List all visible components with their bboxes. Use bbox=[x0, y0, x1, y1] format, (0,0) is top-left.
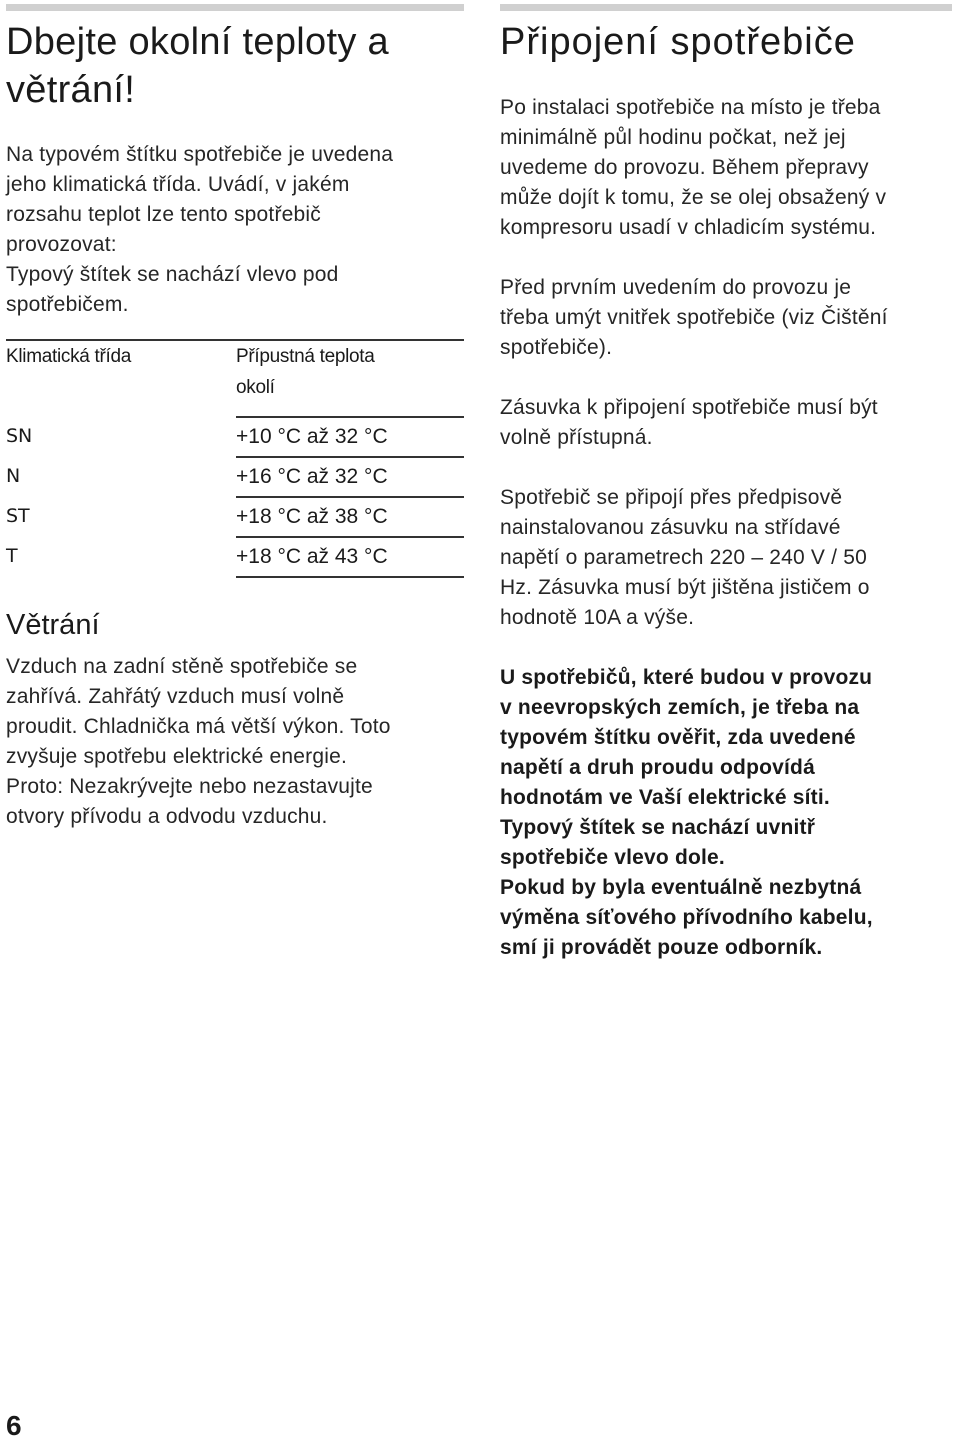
text-line: v neevropských zemích, je třeba na bbox=[500, 696, 860, 719]
intro-line: Typový štítek se nachází vlevo pod bbox=[6, 263, 339, 286]
text-line: nainstalovanou zásuvku na střídavé bbox=[500, 516, 841, 539]
top-rule bbox=[500, 4, 952, 11]
text-line: Před prvním uvedením do provozu je bbox=[500, 276, 852, 299]
text-line: kompresoru usadí v chladicím systému. bbox=[500, 216, 877, 239]
temperature-range: +10 °C až 32 °C bbox=[236, 417, 464, 457]
table-row bbox=[6, 457, 464, 497]
text-line: typovém štítku ověřit, zda uvedené bbox=[500, 726, 856, 749]
ambient-heading: Dbejte okolní teploty a větrání! bbox=[6, 21, 389, 111]
ventilation-line: Vzduch na zadní stěně spotřebiče se bbox=[6, 655, 358, 678]
paragraph-cleaning bbox=[500, 273, 952, 363]
table-header-row bbox=[6, 340, 464, 417]
paragraph-socket-access bbox=[500, 393, 952, 453]
right-column bbox=[500, 0, 952, 963]
ventilation-line: Proto: Nezakrývejte nebo nezastavujte bbox=[6, 775, 373, 798]
header-climate-class: Klimatická třída bbox=[6, 340, 222, 417]
top-rule bbox=[6, 4, 464, 11]
text-line: hodnotě 10A a výše. bbox=[500, 606, 695, 629]
climate-code: T bbox=[6, 545, 18, 567]
text-line: spotřebiče). bbox=[500, 336, 613, 359]
ventilation-line: otvory přívodu a odvodu vzduchu. bbox=[6, 805, 328, 828]
paragraph-settling bbox=[500, 93, 952, 243]
text-line: napětí o parametrech 220 – 240 V / 50 bbox=[500, 546, 867, 569]
text-line: výměna síťového přívodního kabelu, bbox=[500, 906, 873, 929]
text-line: Pokud by byla eventuálně nezbytná bbox=[500, 876, 862, 899]
intro-paragraph bbox=[6, 140, 464, 320]
text-line: napětí a druh proudu odpovídá bbox=[500, 756, 815, 779]
text-line: Zásuvka k připojení spotřebiče musí být bbox=[500, 396, 878, 419]
ventilation-line: zahřívá. Zahřátý vzduch musí volně bbox=[6, 685, 345, 708]
page-number: 6 bbox=[6, 1410, 22, 1441]
paragraph-voltage bbox=[500, 483, 952, 633]
table-row bbox=[6, 537, 464, 577]
intro-line: rozsahu teplot lze tento spotřebič bbox=[6, 203, 321, 226]
temperature-range: +18 °C až 43 °C bbox=[236, 537, 464, 577]
ventilation-line: zvyšuje spotřebu elektrické energie. bbox=[6, 745, 348, 768]
climate-code: N bbox=[6, 465, 21, 487]
text-line: U spotřebičů, které budou v provozu bbox=[500, 666, 873, 689]
ventilation-heading: Větrání bbox=[6, 609, 100, 641]
temperature-range: +16 °C až 32 °C bbox=[236, 457, 464, 497]
header-permitted-temperature: Přípustná teplota okolí bbox=[236, 340, 464, 417]
intro-line: provozovat: bbox=[6, 233, 117, 256]
text-line: volně přístupná. bbox=[500, 426, 653, 449]
text-line: Spotřebič se připojí přes předpisově bbox=[500, 486, 843, 509]
left-column bbox=[6, 0, 464, 832]
temperature-range: +18 °C až 38 °C bbox=[236, 497, 464, 537]
text-line: smí ji provádět pouze odborník. bbox=[500, 936, 823, 959]
text-line: minimálně půl hodinu počkat, než jej bbox=[500, 126, 846, 149]
table-row bbox=[6, 497, 464, 537]
text-line: Po instalaci spotřebiče na místo je třeba bbox=[500, 96, 881, 119]
text-line: Hz. Zásuvka musí být jištěna jističem o bbox=[500, 576, 870, 599]
climate-code: ST bbox=[6, 505, 30, 527]
paragraph-warning bbox=[500, 663, 952, 963]
ventilation-paragraph bbox=[6, 652, 464, 832]
intro-line: Na typovém štítku spotřebiče je uvedena bbox=[6, 143, 394, 166]
climate-code: SN bbox=[6, 425, 33, 447]
ventilation-line: proudit. Chladnička má větší výkon. Toto bbox=[6, 715, 391, 738]
connection-heading: Připojení spotřebiče bbox=[500, 21, 856, 63]
text-line: třeba umýt vnitřek spotřebiče (viz Čištění bbox=[500, 306, 888, 329]
text-line: spotřebiče vlevo dole. bbox=[500, 846, 725, 869]
climate-class-table bbox=[6, 339, 464, 578]
text-line: uvedeme do provozu. Během přepravy bbox=[500, 156, 869, 179]
text-line: hodnotám ve Vaší elektrické síti. bbox=[500, 786, 830, 809]
text-line: může dojít k tomu, že se olej obsažený v bbox=[500, 186, 887, 209]
text-line: Typový štítek se nachází uvnitř bbox=[500, 816, 816, 839]
intro-line: spotřebičem. bbox=[6, 293, 129, 316]
intro-line: jeho klimatická třída. Uvádí, v jakém bbox=[6, 173, 350, 196]
table-row bbox=[6, 417, 464, 457]
